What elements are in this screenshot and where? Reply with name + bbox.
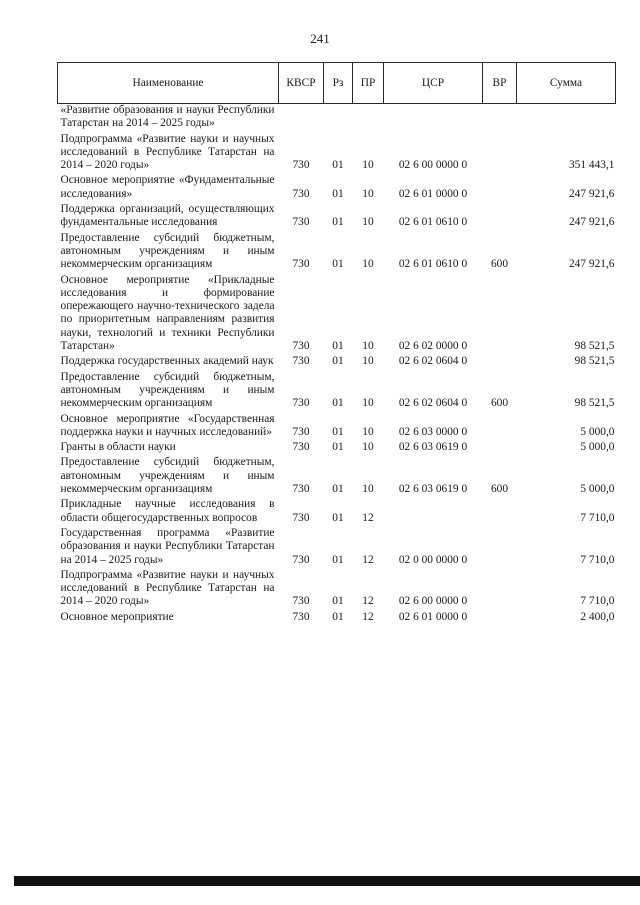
cell-name: «Развитие образования и науки Республики Татарстан на 2014 – 2025 годы» — [60, 104, 275, 130]
cell-sum: 98 521,5 — [574, 397, 615, 410]
cell-pr: 12 — [362, 595, 374, 608]
cell-name: Основное мероприятие «Государственная поддержка науки и научных исследований» — [60, 412, 275, 438]
table-row — [58, 369, 616, 411]
cell-vr — [483, 272, 517, 354]
header-pr: ПР — [353, 63, 384, 104]
cell-pr: 10 — [362, 159, 374, 172]
cell-csr: 02 6 02 0604 0 — [398, 355, 468, 368]
cell-kvsr: 730 — [292, 159, 310, 172]
cell-sum: 247 921,6 — [568, 258, 615, 271]
cell-vr — [483, 609, 517, 624]
cell-sum: 5 000,0 — [580, 425, 615, 438]
header-sum: Сумма — [517, 63, 616, 104]
cell-kvsr: 730 — [292, 441, 310, 454]
table-row — [58, 104, 616, 131]
cell-sum: 5 000,0 — [580, 483, 615, 496]
cell-kvsr: 730 — [292, 553, 310, 566]
cell-rz: 01 — [332, 258, 344, 271]
cell-kvsr: 730 — [292, 511, 310, 524]
cell-csr: 02 0 00 0000 0 — [398, 553, 468, 566]
cell-csr: 02 6 01 0000 0 — [398, 610, 468, 623]
cell-sum: 247 921,6 — [568, 187, 615, 200]
table-row — [58, 567, 616, 609]
cell-vr: 600 — [490, 483, 509, 496]
cell-name: Предоставление субсидий бюджетным, автономным учреждениям и иным некоммерческим организациям — [60, 456, 275, 496]
cell-csr: 02 6 03 0000 0 — [398, 425, 468, 438]
cell-csr: 02 6 01 0610 0 — [398, 258, 468, 271]
cell-csr — [384, 104, 483, 131]
cell-sum: 351 443,1 — [568, 159, 615, 172]
table-row — [58, 272, 616, 354]
cell-sum: 5 000,0 — [580, 441, 615, 454]
table-row — [58, 353, 616, 368]
cell-rz: 01 — [332, 216, 344, 229]
cell-pr: 10 — [362, 441, 374, 454]
cell-csr: 02 6 01 0000 0 — [398, 187, 468, 200]
cell-vr — [483, 411, 517, 440]
cell-rz: 01 — [332, 511, 344, 524]
cell-vr — [483, 525, 517, 567]
cell-name: Прикладные научные исследования в области общегосударственных вопросов — [60, 498, 275, 524]
cell-name: Поддержка государственных академий наук — [60, 355, 274, 368]
cell-name: Поддержка организаций, осуществляющих фундаментальные исследования — [60, 203, 275, 229]
cell-rz: 01 — [332, 397, 344, 410]
cell-pr: 10 — [362, 216, 374, 229]
header-csr: ЦСР — [384, 63, 483, 104]
cell-vr: 600 — [490, 397, 509, 410]
cell-pr: 10 — [362, 483, 374, 496]
table-row — [58, 439, 616, 454]
cell-kvsr: 730 — [292, 425, 310, 438]
table-row — [58, 201, 616, 230]
cell-rz: 01 — [332, 483, 344, 496]
cell-kvsr: 730 — [292, 483, 310, 496]
cell-pr: 10 — [362, 425, 374, 438]
cell-csr: 02 6 02 0000 0 — [398, 340, 468, 353]
cell-sum: 7 710,0 — [580, 595, 615, 608]
table-row — [58, 411, 616, 440]
cell-kvsr — [279, 104, 324, 131]
table-header-row — [58, 63, 616, 104]
header-kvsr: КВСР — [279, 63, 324, 104]
budget-table — [57, 62, 616, 624]
cell-vr — [483, 201, 517, 230]
cell-pr — [353, 104, 384, 131]
cell-rz: 01 — [332, 441, 344, 454]
cell-vr — [483, 439, 517, 454]
cell-rz: 01 — [332, 425, 344, 438]
cell-name: Основное мероприятие «Фундаментальные исследования» — [60, 174, 275, 200]
cell-rz: 01 — [332, 355, 344, 368]
cell-kvsr: 730 — [292, 355, 310, 368]
cell-sum: 98 521,5 — [574, 355, 615, 368]
cell-pr: 12 — [362, 511, 374, 524]
cell-kvsr: 730 — [292, 187, 310, 200]
cell-kvsr: 730 — [292, 610, 310, 623]
budget-table-container — [57, 62, 615, 624]
cell-name: Подпрограмма «Развитие науки и научных исследований в Республике Татарстан на 2014 – 2020 годы» — [60, 568, 275, 608]
cell-rz: 01 — [332, 553, 344, 566]
cell-kvsr: 730 — [292, 595, 310, 608]
header-rz: Рз — [324, 63, 353, 104]
cell-name: Основное мероприятие — [60, 610, 174, 623]
cell-sum — [517, 104, 616, 131]
cell-sum: 7 710,0 — [580, 553, 615, 566]
cell-pr: 10 — [362, 355, 374, 368]
cell-vr: 600 — [490, 258, 509, 271]
cell-name: Основное мероприятие «Прикладные исследования и формирование опережающего научно-технического задела по приоритетным направлениям развития науки, технологий и техники Республики Татарстан» — [60, 273, 275, 353]
table-row — [58, 454, 616, 496]
cell-csr: 02 6 00 0000 0 — [398, 159, 468, 172]
header-vr: ВР — [483, 63, 517, 104]
table-body — [58, 104, 616, 624]
cell-rz — [324, 104, 353, 131]
cell-csr: 02 6 03 0619 0 — [398, 483, 468, 496]
cell-csr: 02 6 00 0000 0 — [398, 595, 468, 608]
cell-name: Гранты в области науки — [60, 441, 176, 454]
cell-vr — [483, 353, 517, 368]
table-row — [58, 131, 616, 173]
cell-sum: 98 521,5 — [574, 340, 615, 353]
cell-csr: 02 6 03 0619 0 — [398, 441, 468, 454]
page-number: 241 — [310, 31, 330, 46]
cell-kvsr: 730 — [292, 216, 310, 229]
table-row — [58, 609, 616, 624]
cell-name: Государственная программа «Развитие образования и науки Республики Татарстан на 2014 – 2025 годы» — [60, 526, 275, 566]
table-row — [58, 230, 616, 272]
cell-name: Предоставление субсидий бюджетным, автономным учреждениям и иным некоммерческим организациям — [60, 370, 275, 410]
cell-kvsr: 730 — [292, 397, 310, 410]
cell-sum: 2 400,0 — [580, 610, 615, 623]
cell-csr — [384, 496, 483, 525]
cell-pr: 10 — [362, 258, 374, 271]
cell-rz: 01 — [332, 159, 344, 172]
cell-pr: 12 — [362, 610, 374, 623]
cell-pr: 10 — [362, 340, 374, 353]
cell-csr: 02 6 02 0604 0 — [398, 397, 468, 410]
cell-pr: 10 — [362, 187, 374, 200]
cell-rz: 01 — [332, 610, 344, 623]
cell-sum: 247 921,6 — [568, 216, 615, 229]
cell-kvsr: 730 — [292, 258, 310, 271]
cell-vr — [483, 172, 517, 201]
cell-vr — [483, 104, 517, 131]
cell-vr — [483, 567, 517, 609]
cell-kvsr: 730 — [292, 340, 310, 353]
cell-rz: 01 — [332, 187, 344, 200]
cell-vr — [483, 131, 517, 173]
header-name: Наименование — [58, 63, 279, 104]
cell-name: Подпрограмма «Развитие науки и научных исследований в Республике Татарстан на 2014 – 2020 годы» — [60, 132, 275, 172]
cell-vr — [483, 496, 517, 525]
cell-pr: 10 — [362, 397, 374, 410]
cell-pr: 12 — [362, 553, 374, 566]
table-row — [58, 172, 616, 201]
table-row — [58, 525, 616, 567]
cell-sum: 7 710,0 — [580, 511, 615, 524]
cell-rz: 01 — [332, 595, 344, 608]
cell-csr: 02 6 01 0610 0 — [398, 216, 468, 229]
cell-rz: 01 — [332, 340, 344, 353]
cell-name: Предоставление субсидий бюджетным, автономным учреждениям и иным некоммерческим организациям — [60, 231, 275, 271]
scan-edge-bar — [14, 876, 640, 886]
table-row — [58, 496, 616, 525]
